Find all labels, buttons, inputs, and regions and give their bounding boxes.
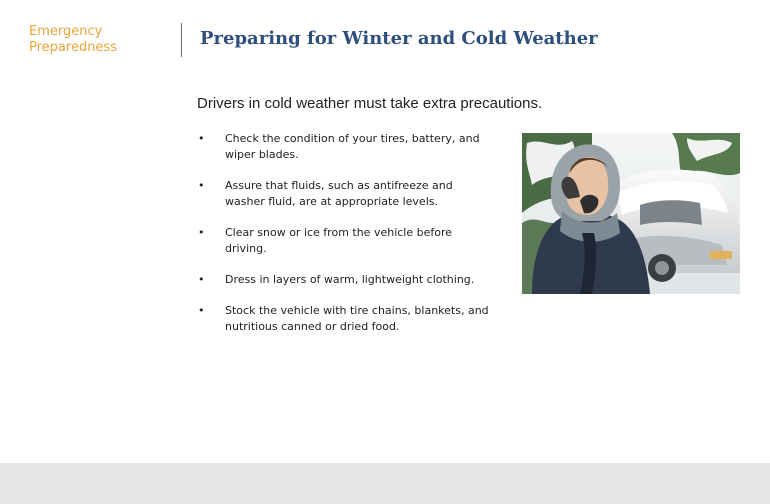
section-brand-label: Emergency Preparedness: [29, 24, 117, 55]
list-item: [198, 303, 498, 335]
intro-text: Drivers in cold weather must take extra precautions.: [197, 95, 543, 112]
bullet-icon: •: [198, 273, 205, 286]
footer-band: [0, 463, 770, 504]
list-item-text: Assure that fluids, such as antifreeze and washer fluid, are at appropriate levels.: [225, 179, 453, 208]
header-divider: [181, 23, 182, 57]
bullet-icon: •: [198, 132, 205, 145]
list-item: [198, 178, 498, 210]
precautions-list: [198, 131, 498, 350]
winter-driver-photo: [522, 133, 740, 294]
list-item-text: Clear snow or ice from the vehicle before driving.: [225, 226, 453, 255]
bullet-icon: •: [198, 304, 205, 317]
list-item-text: Stock the vehicle with tire chains, blankets, and nutritious canned or dried food.: [225, 304, 489, 333]
list-item-text: Dress in layers of warm, lightweight clothing.: [225, 273, 475, 286]
list-item: [198, 131, 498, 163]
page-title: Preparing for Winter and Cold Weather: [200, 28, 598, 49]
list-item: [198, 225, 498, 257]
list-item-text: Check the condition of your tires, battery, and wiper blades.: [225, 132, 480, 161]
bullet-icon: •: [198, 226, 205, 239]
bullet-icon: •: [198, 179, 205, 192]
list-item: [198, 272, 498, 288]
